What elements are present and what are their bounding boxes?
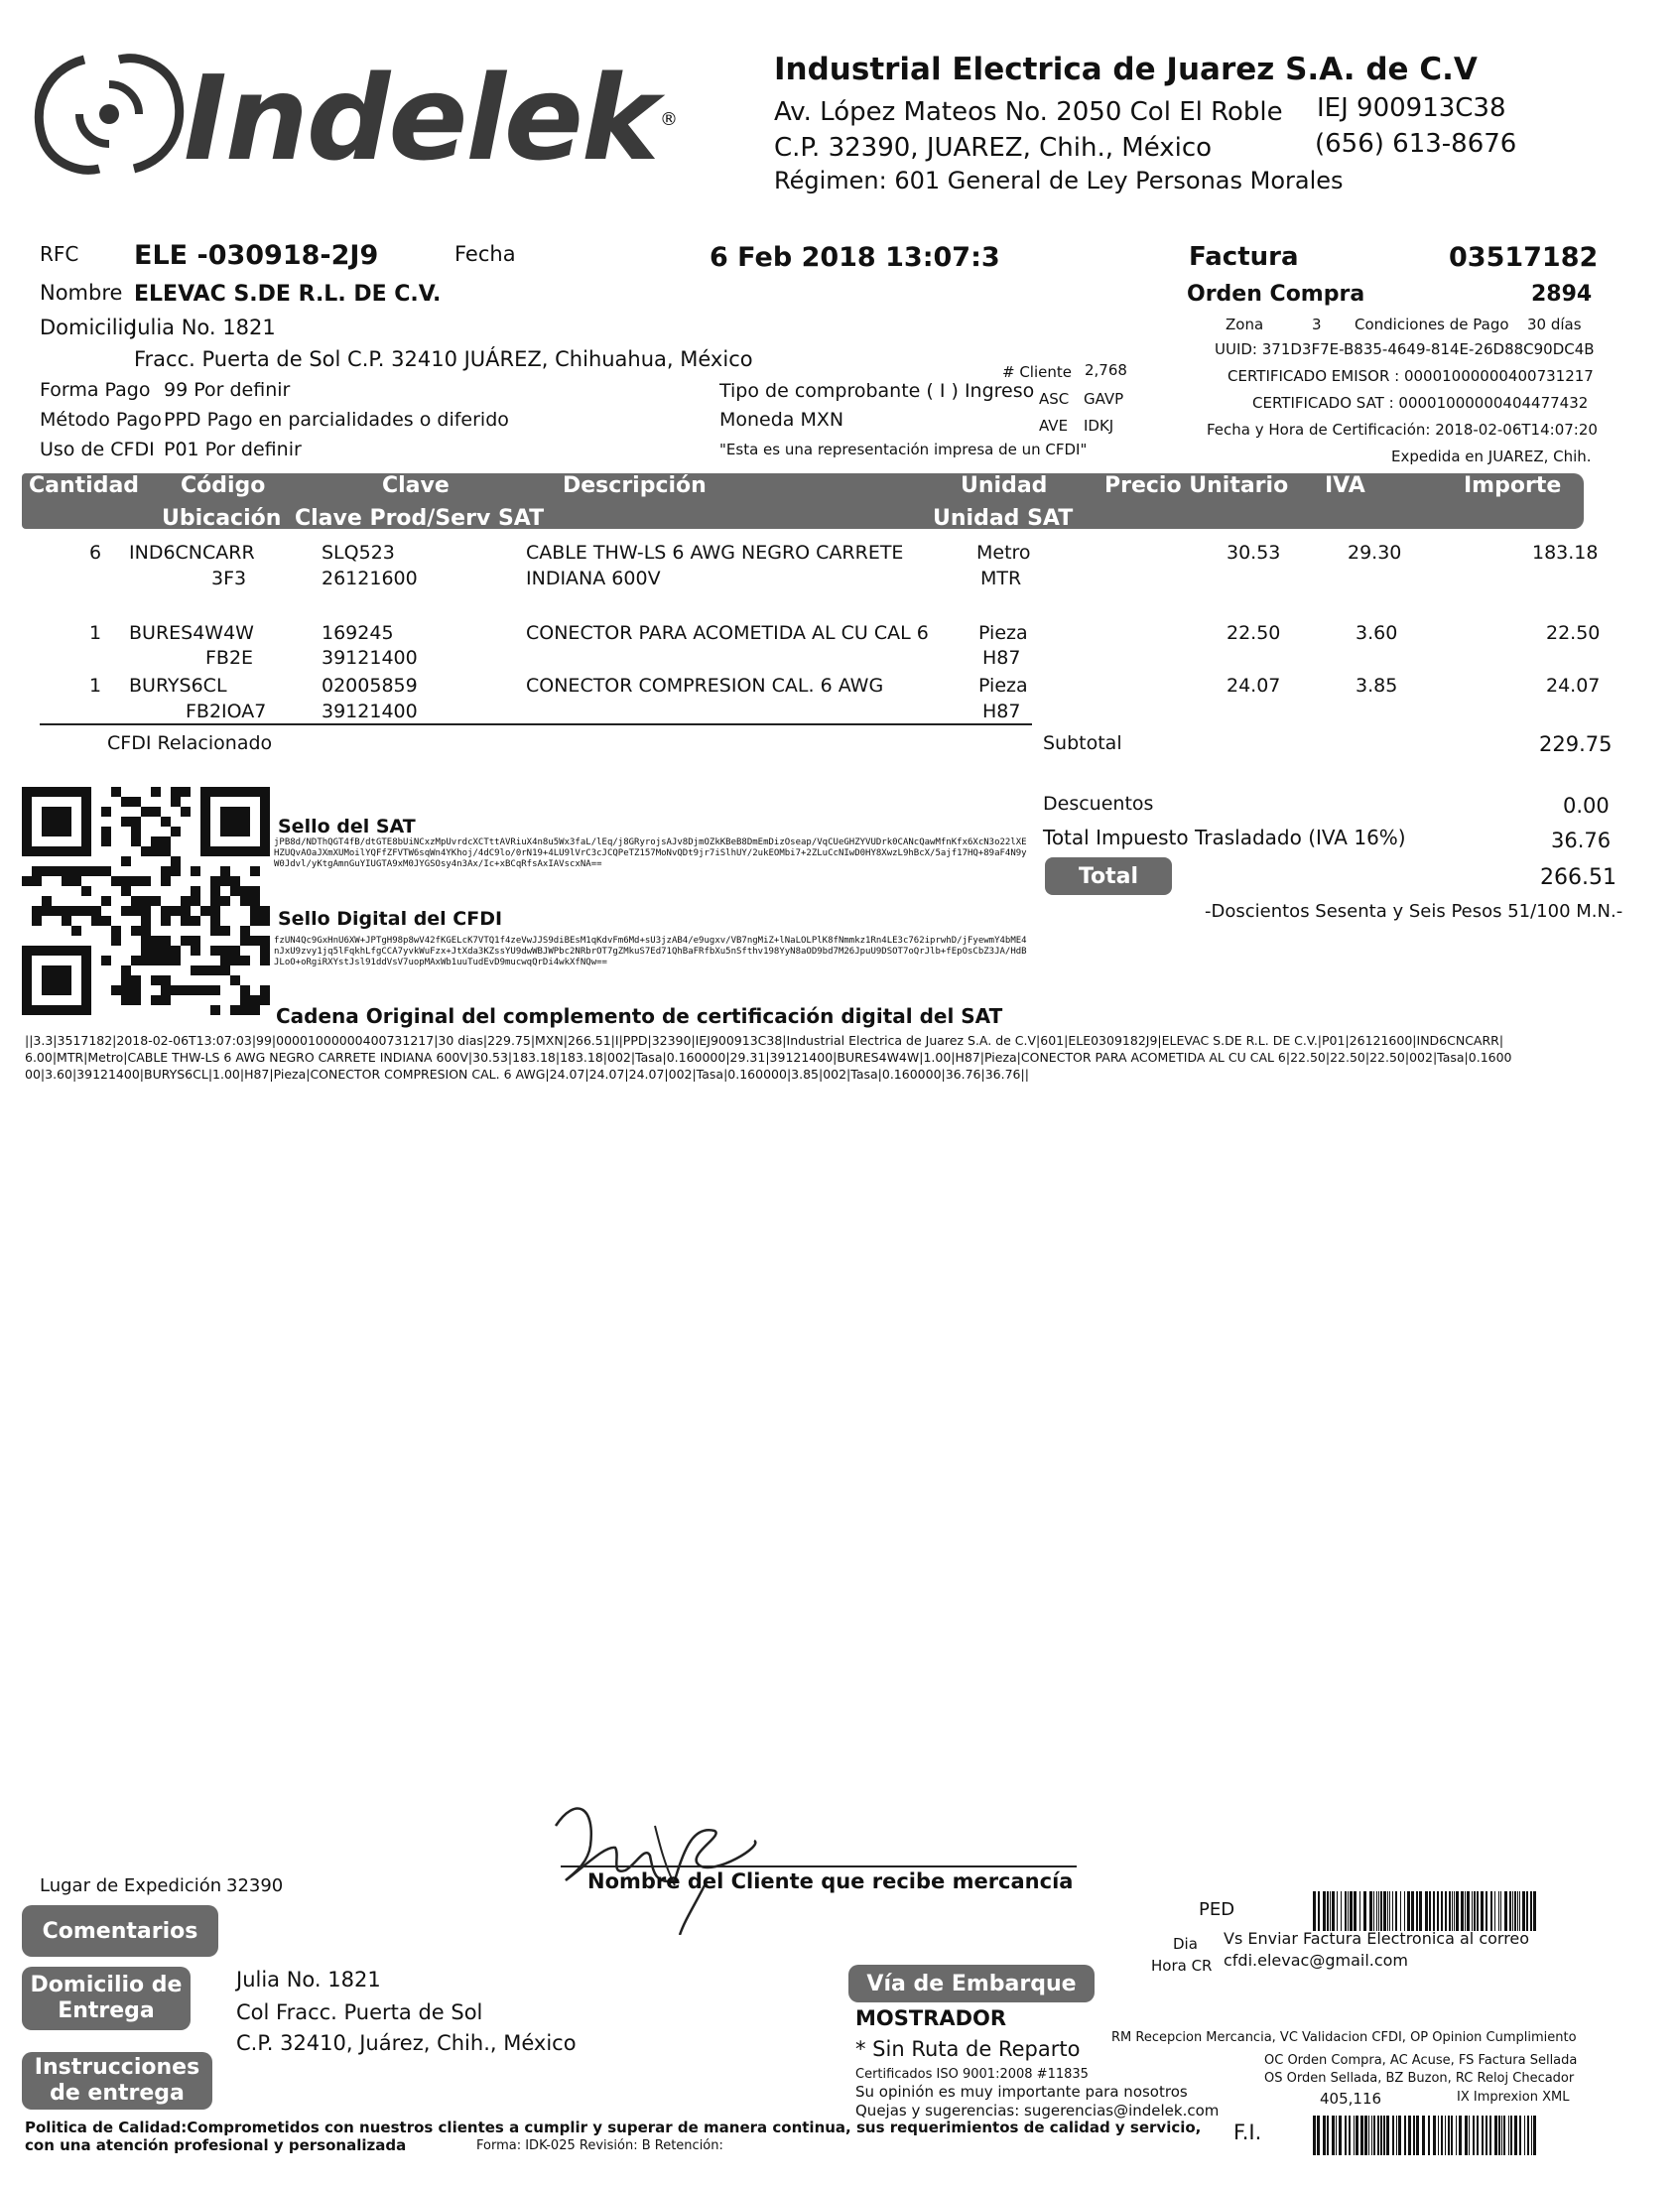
cfdi-relacionado: CFDI Relacionado (107, 732, 273, 754)
row-clave: SLQ523 (322, 542, 395, 564)
row-ubicacion: 3F3 (211, 568, 247, 589)
ruta-reparto: * Sin Ruta de Reparto (855, 2037, 1081, 2061)
row-clave-prod: 39121400 (322, 701, 418, 722)
cadena-value: ||3.3|3517182|2018-02-06T13:07:03|99|00001000000400731217|30 dias|229.75|MXN|266.51|I|PPD|32390|IEJ900913C38|Industrial Electrica de Juarez S.A. de C.V|601|ELE0309182J9|ELEVAC S.DE R.L. DE C.V.|P01|26121600|IND6CNCARR|6.00|MTR|Metro|CABLE THW-LS 6 AWG NEGRO CARRETE INDIANA 600V|30.53|183.18|183.18|002|Tasa|0.160000|29.31|39121400|BURES4W4W|1.00|H87|Pieza|CONECTOR PARA ACOMETIDA AL CU CAL 6|22.50|22.50|22.50|002|Tasa|0.160000|3.60|39121400|BURYS6CL|1.00|H87|Pieza|CONECTOR COMPRESION CAL. 6 AWG|24.07|24.07|24.07|002|Tasa|0.160000|3.85|002|Tasa|0.160000|36.76|36.76|| (25, 1033, 1512, 1082)
sello-sat-value: jPB8d/NDThQGT4fB/dtGTE8bUiNCxzMpUvrdcXCTttAVRiuX4n8u5Wx3faL/lEq/j8GRyrojsAJv8DjmOZkKBeB8DmEmDizOseap/VqCUeGHZYVUDrk0CANcQawMfnKfx6XcN3o22lXEHZUQvAOaJXmXUMoilYQFfZFVTW6sqWn4YKhoj/4dC9lo/0rN19+4LU9lVrC3cJCQPeTZ157MoNvQDt9jr7iSlhUY/2ukEOMbi7+2ZLuCcNIwD0HY8XwzL9hBcX/5ajf17HQ+89aF4N9yW0Jdvl/yKtgAmnGuYIUGTA9xM0JYGSOsy4n3Ax/Ic+xBCqRfsAxIAVscxNA== (274, 837, 1027, 869)
fecha-label: Fecha (454, 242, 516, 266)
instrucciones-entrega-label: Instrucciones de entrega (22, 2052, 212, 2110)
certificado-sat: CERTIFICADO SAT : 00001000000404477432 (1252, 394, 1589, 412)
row-codigo: BURES4W4W (129, 622, 254, 644)
header-ubicacion: Ubicación (162, 506, 282, 531)
metodo-pago-value: PPD Pago en parcialidades o diferido (164, 409, 509, 431)
asc-value: GAVP (1084, 390, 1124, 408)
row-descripcion: CONECTOR COMPRESION CAL. 6 AWG (526, 675, 884, 697)
company-phone: (656) 613-8676 (1315, 129, 1517, 159)
factura-number: 03517182 (1449, 242, 1599, 273)
sello-sat-label: Sello del SAT (278, 816, 416, 837)
domicilio-line-2: Fracc. Puerta de Sol C.P. 32410 JUÁREZ, Chihuahua, México (134, 347, 753, 371)
row-clave-prod: 26121600 (322, 568, 418, 589)
header-cantidad: Cantidad (29, 473, 140, 498)
row-cantidad: 6 (89, 542, 102, 564)
comentarios-label: Comentarios (22, 1905, 218, 1957)
row-iva: 29.30 (1348, 542, 1402, 564)
certificado-emisor: CERTIFICADO EMISOR : 00001000000400731217 (1228, 367, 1594, 385)
header-precio: Precio Unitario (1104, 473, 1289, 498)
domicilio-label: Domicilio (40, 316, 137, 339)
lugar-expedicion-label: Lugar de Expedición (40, 1875, 222, 1896)
opinion-text: Su opinión es muy importante para nosotros (855, 2083, 1188, 2101)
header-clave: Clave (382, 473, 450, 498)
cliente-num-value: 2,768 (1085, 361, 1127, 379)
nombre-value: ELEVAC S.DE R.L. DE C.V. (134, 282, 442, 307)
row-cantidad: 1 (89, 622, 102, 644)
domicilio-line-1: Julia No. 1821 (131, 316, 276, 339)
entrega-line-3: C.P. 32410, Juárez, Chih., México (236, 2031, 577, 2055)
uso-cfdi-value: P01 Por definir (164, 439, 302, 460)
code-number: 405,116 (1320, 2090, 1382, 2108)
politica-calidad-2: con una atención profesional y personalizada (25, 2136, 407, 2154)
header-iva: IVA (1325, 473, 1365, 498)
correo-text: cfdi.elevac@gmail.com (1224, 1951, 1409, 1970)
forma-pago-label: Forma Pago (40, 379, 151, 401)
row-precio: 24.07 (1227, 675, 1281, 697)
header-importe: Importe (1464, 473, 1562, 498)
condiciones-label: Condiciones de Pago (1355, 316, 1509, 333)
header-clave-prod: Clave Prod/Serv SAT (295, 506, 545, 531)
descuentos-value: 0.00 (1563, 794, 1610, 818)
total-value: 266.51 (1540, 865, 1616, 890)
domicilio-entrega-label: Domicilio de Entrega (22, 1967, 191, 2030)
zona-label: Zona (1226, 316, 1264, 333)
registered-icon: ® (660, 109, 678, 130)
row-ubicacion: FB2IOA7 (186, 701, 267, 722)
representacion-impresa: "Esta es una representación impresa de un CFDI" (719, 441, 1088, 458)
lugar-expedicion-value: 32390 (226, 1875, 284, 1896)
barcode-top-icon (1313, 1891, 1537, 1931)
row-unidad: Metro (976, 542, 1031, 564)
row-importe: 22.50 (1546, 622, 1601, 644)
barcode-icon (1313, 1891, 1537, 1931)
expedida-en: Expedida en JUAREZ, Chih. (1391, 448, 1592, 465)
row-precio: 22.50 (1227, 622, 1281, 644)
company-address-2: C.P. 32390, JUAREZ, Chih., México (774, 133, 1213, 163)
row-iva: 3.85 (1356, 675, 1398, 697)
row-importe: 183.18 (1532, 542, 1599, 564)
impuesto-value: 36.76 (1551, 829, 1612, 852)
row-cantidad: 1 (89, 675, 102, 697)
asc-label: ASC (1039, 390, 1070, 408)
forma-pago-value: 99 Por definir (164, 379, 291, 401)
header-codigo: Código (181, 473, 266, 498)
entrega-line-2: Col Fracc. Puerta de Sol (236, 2000, 483, 2024)
via-embarque-label: Vía de Embarque (848, 1965, 1095, 2002)
hora-label: Hora CR (1151, 1957, 1213, 1975)
row-ubicacion: FB2E (205, 647, 254, 669)
certificado-iso: Certificados ISO 9001:2008 #11835 (855, 2067, 1089, 2082)
row-unidad: Pieza (978, 675, 1028, 697)
row-precio: 30.53 (1227, 542, 1281, 564)
ped-label: PED (1199, 1899, 1235, 1920)
row-codigo: BURYS6CL (129, 675, 227, 697)
condiciones-value: 30 días (1527, 316, 1582, 333)
row-clave-prod: 39121400 (322, 647, 418, 669)
row-clave: 02005859 (322, 675, 418, 697)
factura-label: Factura (1189, 242, 1299, 272)
cliente-num-label: # Cliente (1002, 363, 1072, 381)
legend-line-1: RM Recepcion Mercancia, VC Validacion CFDI, OP Opinion Cumplimiento (1111, 2030, 1577, 2045)
nombre-label: Nombre (40, 281, 123, 305)
politica-calidad: Politica de Calidad:Comprometidos con nuestros clientes a cumplir y superar de manera continua, sus requerimientos de calidad y servicio, (25, 2119, 1202, 2136)
uso-cfdi-label: Uso de CFDI (40, 439, 155, 460)
via-embarque-value: MOSTRADOR (855, 2006, 1007, 2030)
signature-icon (536, 1786, 794, 1935)
quejas-text: Quejas y sugerencias: sugerencias@indelek.com (855, 2102, 1220, 2120)
legend-line-2: OC Orden Compra, AC Acuse, FS Factura Sellada (1264, 2053, 1578, 2068)
fecha-certificacion: Fecha y Hora de Certificación: 2018-02-06T14:07:20 (1207, 421, 1598, 439)
fecha-value: 6 Feb 2018 13:07:3 (710, 242, 1000, 273)
table-bottom-rule (40, 723, 1032, 725)
logo-text: Indelek (184, 50, 658, 187)
row-descripcion: CABLE THW-LS 6 AWG NEGRO CARRETE (526, 542, 904, 564)
signature-line (561, 1865, 1077, 1867)
company-address-1: Av. López Mateos No. 2050 Col El Roble (774, 97, 1283, 127)
total-label: Total (1045, 857, 1172, 895)
forma-revision: Forma: IDK-025 Revisión: B Retención: (476, 2138, 723, 2153)
row-importe: 24.07 (1546, 675, 1601, 697)
subtotal-label: Subtotal (1043, 732, 1122, 754)
header-descripcion: Descripción (563, 473, 707, 498)
sello-cfdi-label: Sello Digital del CFDI (278, 908, 503, 930)
fi-label: F.I. (1233, 2121, 1262, 2144)
row-codigo: IND6CNCARR (129, 542, 255, 564)
barcode-bottom-icon (1313, 2116, 1537, 2155)
rfc-value: ELE -030918-2J9 (134, 240, 379, 271)
subtotal-value: 229.75 (1539, 732, 1613, 756)
uuid: UUID: 371D3F7E-B835-4649-814E-26D88C90DC4B (1215, 340, 1595, 358)
impresion-xml: IX Imprexion XML (1457, 2090, 1570, 2105)
qr-code-icon (22, 787, 270, 1015)
tipo-comprobante: Tipo de comprobante ( I ) Ingreso (719, 380, 1035, 402)
barcode-icon (1313, 2116, 1537, 2155)
entrega-line-1: Julia No. 1821 (236, 1968, 381, 1992)
dia-label: Dia (1173, 1935, 1198, 1953)
row-unidad-sat: H87 (982, 701, 1021, 722)
company-name: Industrial Electrica de Juarez S.A. de C.V (774, 52, 1478, 87)
moneda: Moneda MXN (719, 409, 844, 431)
qr-code-icon (22, 787, 270, 1015)
ave-label: AVE (1039, 417, 1069, 435)
ave-value: IDKJ (1084, 417, 1114, 435)
row-descripcion-2: INDIANA 600V (526, 568, 661, 589)
company-rfc: IEJ 900913C38 (1317, 93, 1506, 123)
cadena-label: Cadena Original del complemento de certificación digital del SAT (276, 1004, 1003, 1028)
orden-compra-label: Orden Compra (1187, 282, 1365, 307)
logo (25, 40, 700, 189)
orden-compra-value: 2894 (1531, 282, 1593, 307)
row-clave: 169245 (322, 622, 394, 644)
impuesto-label: Total Impuesto Trasladado (IVA 16%) (1043, 826, 1406, 849)
descuentos-label: Descuentos (1043, 793, 1154, 815)
row-unidad: Pieza (978, 622, 1028, 644)
metodo-pago-label: Método Pago (40, 409, 162, 431)
row-iva: 3.60 (1356, 622, 1398, 644)
row-unidad-sat: MTR (980, 568, 1022, 589)
sello-cfdi-value: fzUN4Qc9GxHnU6XW+JPTgH98p8wV42fKGELcK7VTQ1f4zeVwJJS9diBEsM1qKdvFm6Md+sU3jzAB4/e9ugxv/VB7ngMiZ+lNaLOLPlK8fNmmkz1Rn4LE3c762iprwhD/jFyewmY4bME4nJxU9zvy1jq5lFqkhLfgCCA7yvkWuFzx+JtXda3KZssYU9dwWBJWPbc2NRbrOT7gZMkuS7Ed71QhBaFRfbXu5nSfthv198YyN8aOD9bd7M26JpuU9DSOT7oQrJlb+fEpOsCbZ3JA/HdBJLoO+oRgiRXYstJsl91ddVsV7uopMAxWb1uuTudEvD9mucwqQrDi4wkXfNQw== (274, 936, 1027, 967)
company-regimen: Régimen: 601 General de Ley Personas Morales (774, 167, 1344, 194)
header-unidad-sat: Unidad SAT (933, 506, 1074, 531)
header-unidad: Unidad (961, 473, 1048, 498)
legend-line-3: OS Orden Sellada, BZ Buzon, RC Reloj Checador (1264, 2071, 1575, 2086)
row-unidad-sat: H87 (982, 647, 1021, 669)
zona-value: 3 (1312, 316, 1322, 333)
enviar-factura-text: Vs Enviar Factura Electronica al correo (1224, 1929, 1530, 1948)
firma-label: Nombre del Cliente que recibe mercancía (587, 1869, 1074, 1893)
rfc-label: RFC (40, 242, 79, 266)
total-letra: -Doscientos Sesenta y Seis Pesos 51/100 M.N.- (1205, 901, 1623, 922)
row-descripcion: CONECTOR PARA ACOMETIDA AL CU CAL 6 (526, 622, 929, 644)
